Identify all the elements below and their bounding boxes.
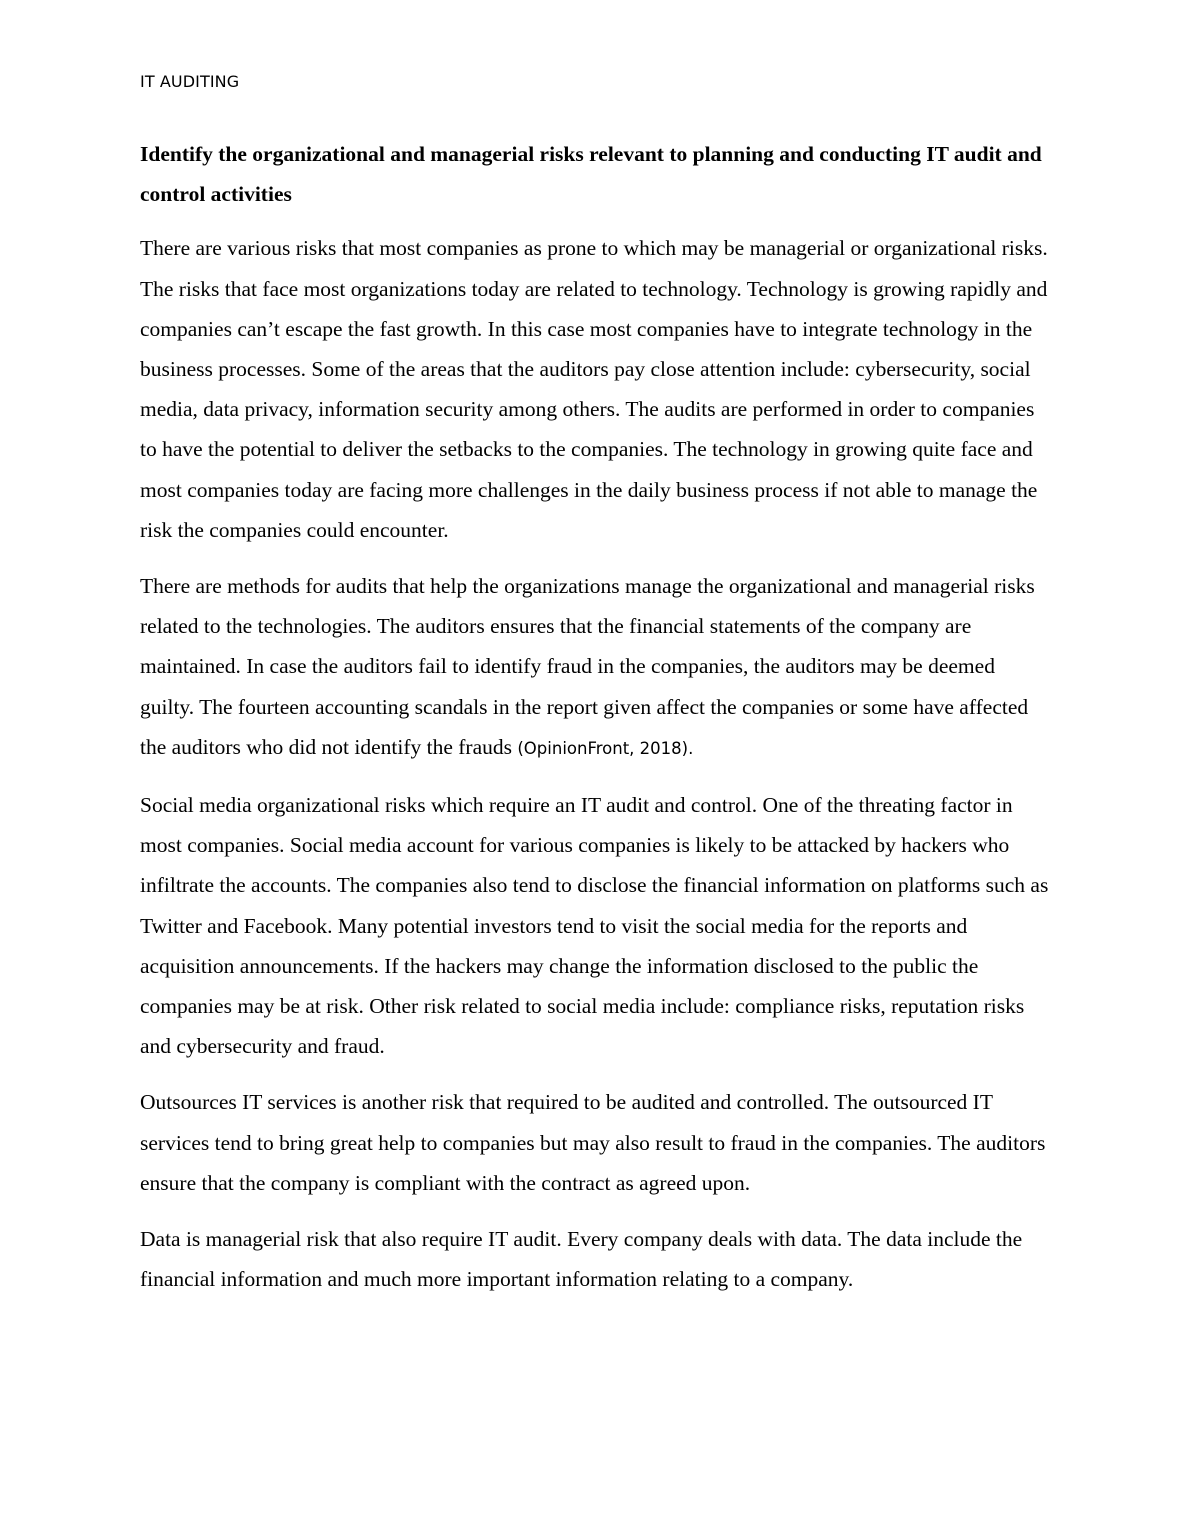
paragraph-technology-risks [140,228,1052,550]
section-heading: Identify the organizational and managerial risks relevant to planning and conducting IT audit and control activities [140,142,1042,207]
paragraph-text: Data is managerial risk that also require IT audit. Every company deals with data. The data include the financial information and much more important information relating to a company. [140,1227,1023,1292]
paragraph-text: There are methods for audits that help the organizations manage the organizational and managerial risks related to the technologies. The auditors ensures that the financial statements of the company are maintained. In case the auditors fail to identify fraud in the companies, the auditors may be deemed guilty. The fourteen accounting scandals in the report given affect the companies or some have affected the auditors who did not identify the frauds [140,574,1035,759]
citation: (OpinionFront, 2018). [517,738,694,758]
paragraph-social-media [140,785,1052,1066]
paragraph-outsourced-it [140,1082,1052,1203]
paragraph-text: Social media organizational risks which require an IT audit and control. One of the threating factor in most companies. Social media account for various companies is likely to be attacked by hackers who infiltrate the accounts. The companies also tend to disclose the financial information on platforms such as Twitter and Facebook. Many potential investors tend to visit the social media for the reports and acquisition announcements. If the hackers may change the information disclosed to the public the companies may be at risk. Other risk related to social media include: compliance risks, reputation risks and cybersecurity and fraud. [140,793,1049,1059]
paragraph-data-risk [140,1219,1052,1299]
paragraph-text: Outsources IT services is another risk that required to be audited and controlled. The outsourced IT services tend to bring great help to companies but may also result to fraud in the companies. The auditors ensure that the company is compliant with the contract as agreed upon. [140,1090,1046,1195]
paragraph-audit-methods [140,566,1052,769]
paragraph-text: There are various risks that most companies as prone to which may be managerial or organizational risks. The risks that face most organizations today are related to technology. Technology is growing rapidly and companies can’t escape the fast growth. In this case most companies have to integrate technology in the business processes. Some of the areas that the auditors pay close attention include: cybersecurity, social media, data privacy, information security among others. The audits are performed in order to companies to have the potential to deliver the setbacks to the companies. The technology in growing quite face and most companies today are facing more challenges in the daily business process if not able to manage the risk the companies could encounter. [140,236,1048,542]
running-header: IT AUDITING [140,72,240,91]
document-body [140,134,1052,1315]
